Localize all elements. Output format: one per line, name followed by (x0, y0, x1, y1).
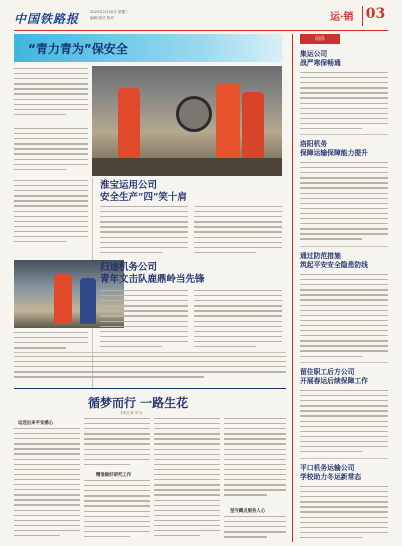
right-headline-1b: 战严寒保畅通 (300, 59, 341, 67)
section-name: 运·销 (330, 12, 354, 23)
article1-headline-2: 安全生产“四”笑十肩 (100, 192, 187, 203)
worker-figure (54, 274, 72, 324)
right-column-tag: 前沿 (300, 34, 340, 44)
worker-figure (242, 92, 264, 162)
bottom-headline: 循梦而行 一路生花 (88, 396, 189, 410)
summary-text (14, 356, 286, 386)
track-floor (92, 158, 282, 176)
article1-text-a (100, 206, 188, 254)
right-text-3 (300, 274, 388, 360)
right-headline-3a: 通过防范措施 (300, 252, 341, 260)
article2-text-b (194, 290, 282, 348)
worker-figure (80, 278, 96, 324)
right-headline-4b: 开展春运后续保障工作 (300, 377, 368, 385)
bottom-subhead-3: 坚守蹲点服务人心 (230, 509, 266, 514)
right-headline-4a: 留住职工后方公司 (300, 368, 355, 376)
bottom-column-4b (224, 516, 286, 542)
main-photo (92, 66, 282, 176)
photo-caption (14, 332, 88, 352)
right-text-2 (300, 162, 388, 242)
train-wheel (176, 96, 212, 132)
right-headline-5a: 平口机务运输公司 (300, 464, 355, 472)
right-headline-5b: 学校助力冬运新常态 (300, 473, 362, 481)
masthead (14, 6, 388, 32)
newspaper-title: 中国铁路报 (14, 12, 80, 26)
page-number: 03 (362, 6, 388, 26)
intro-text-1 (14, 68, 88, 118)
bottom-column-3 (154, 418, 220, 542)
issue-date: 2024年2月20日 星期二 (90, 10, 129, 14)
worker-figure (216, 84, 240, 162)
worker-figure (118, 88, 140, 158)
right-headline-3b: 筑起平安安全隐患防线 (300, 261, 368, 269)
bottom-column-4a (224, 418, 286, 504)
right-text-5 (300, 486, 388, 542)
bottom-column-2a (84, 418, 150, 470)
right-text-1 (300, 72, 388, 130)
feature-banner (14, 34, 282, 62)
bottom-subhead-1: 运送出来平安感心 (18, 421, 54, 426)
article2-headline-2: 青年文击队鹿鼎岭当先锋 (100, 274, 205, 285)
bottom-column-2b (84, 480, 150, 542)
article2-headline-1: 归途机务公司 (100, 262, 158, 273)
right-text-4 (300, 390, 388, 454)
right-headline-1a: 集运公司 (300, 50, 328, 58)
left-column-text (14, 180, 88, 254)
bottom-subhead-2: 精准做好研究工作 (96, 473, 132, 478)
bottom-byline: 本报记者 李 杨 (120, 411, 143, 415)
bottom-column-1 (14, 428, 80, 542)
article1-text-b (194, 206, 282, 254)
editor-line: 编辑 版式 校对 (90, 16, 114, 20)
article2-text-a (100, 290, 188, 348)
banner-title: “青力青为”保安全 (28, 42, 128, 56)
right-headline-2b: 保障运输保障能力提升 (300, 149, 368, 157)
article1-headline-1: 淮宝运用公司 (100, 180, 158, 191)
intro-text-2 (14, 128, 88, 174)
header-rule (14, 30, 388, 31)
right-headline-2a: 洛阳机务 (300, 140, 328, 148)
